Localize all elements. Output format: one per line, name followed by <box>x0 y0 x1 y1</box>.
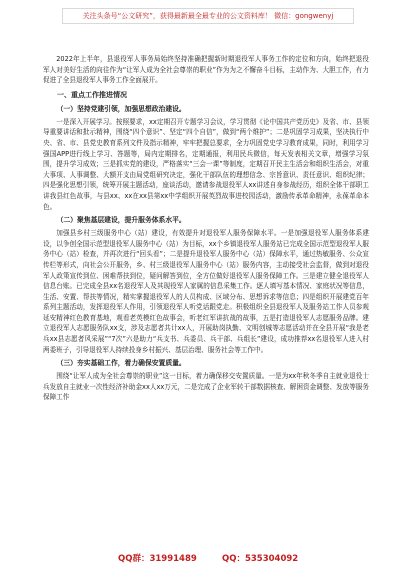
subheading-party-building: （一）坚持党建引领，加强思想政治建设。 <box>56 104 186 113</box>
header-banner: 关注头条号“公文研究”，获得最新最全最专业的公文资料库！ 微信：gongwenyj <box>62 8 354 24</box>
qq-group-number: QQ群：31991489 <box>118 554 197 564</box>
subheading-grassroots: （二）聚焦基层建设，提升服务体系水平。 <box>56 216 186 225</box>
qq-number: QQ：535304092 <box>222 554 299 564</box>
paragraph-placement: 围绕“让军人成为全社会尊崇的职业”这一目标，着力确保移交安置质量。一是为xx年秋冬季自主就业退役士兵发放自主就业一次性经济补助金xx人xx万元，二是完成了企业军转干部数据核查、解困资金调整、发放等服务保障工作 <box>43 372 369 402</box>
paragraph-grassroots: 加强县乡村三级服务中心（站）建设，有效提升对退役军人服务保障水平。一是加强退役军人服务体系建设，以争创全国示范型退役军人服务中心（站）为目标，xx个乡镇退役军人服务站已完成全国示范型退役军人服务中心（站）检查，并再次进行“回头看”；二是提升退役军人服务中心（站）保障水平，通过热敏服务、公众宣传栏等形式，向社会公开服务，乡、村三级退役军人服务中心（站）服务内容，主动接受社会监督，做到对退役军人政策宣传到位、困难帮扶到位，疑问解答到位，全方位做好退役军人服务保障工作。三是建立健全退役军人信息台账。已完成全县xx名退役军人及其现役军人家属的信息采集工作。逐人填写基本情况、家庭状况等信息，生活、安置、帮扶等情况，精实掌握退役军人的人员构成、区域分布、思想诉求等信息；四是组织开展建党百年系列主题活动，发挥退役军人作用，引领退役军人听党话跟党走。积极组织全县退役军人及服务站工作人员参观延安精神红色教育基地，观看老英模红色故事会，听老红军讲抗战的故事，五是打造退役军人志愿服务品牌。建立退役军人志愿服务队xx支，涉及志愿者共计xx人，开展助岗执勤、文明创城等志愿活动并在全县开展“我是老兵xx县志愿者风采展”“7次”六是助力“兵支书、兵委员、兵干部、兵组长”建设，成功推荐xx名退役军人进入村两委班子，引导退役军人持续投身乡村振兴、基层治理、服务社会等工作中。 <box>43 229 369 354</box>
footer-contact <box>0 552 408 566</box>
section-heading-key-work: 一、重点工作推进情况 <box>57 90 127 99</box>
subheading-placement: （三）夯实基础工作，着力确保安置质量。 <box>56 359 186 368</box>
paragraph-party-building: 一是深入开展学习。按照要求，xx定期召开专题学习会议，学习贯彻《论中国共产党历史》及省、市、县领导重要讲话和批示精神，围绕“四个意识”、坚定“四个自信”，做到“两个维护”；二是巩固学习成果，坚决执行中央、省、市、县党史教育系列文件及指示精神，牢牢把握总要求，全力巩固党史学习教育成果，同时，利用学习强国APP进行线上学习、答题等，局内定期排名，定期通报，利用民兵微信，每天发表相关文章，增强学习氛围，提升学习成效；三是抓实党的建设，严格落实“三会一课”等制度，定期召开民主生活会和组织生活会，对重大事项、人事调整、大额开支由局党组研究决定，强化干部队伍的理想信念、宗旨意识、责任意识、组织纪律；四是强化思想引领，统筹开展主题活动，座谈活动，邀请参战退役军人xx讲述自身参战经历，组织全体干部职工讲我县红色故事，与县xx、xx在xx县第xx中学组织开展英烈故事进校园活动，激励传承革命精神，永葆革命本色。 <box>43 117 369 211</box>
document-body <box>43 54 369 403</box>
intro-paragraph: 2022年上半年，县退役军人事务局始终坚持准确把握新时期退役军人事务工作的定位和方向，始终把退役军人对美好生活的向往作为“让军人成为全社会尊崇的职业”作为为之不懈奋斗目标，主动作为、大胆工作，有力促进了全县退役军人事务工作全面展开。 <box>43 55 369 85</box>
